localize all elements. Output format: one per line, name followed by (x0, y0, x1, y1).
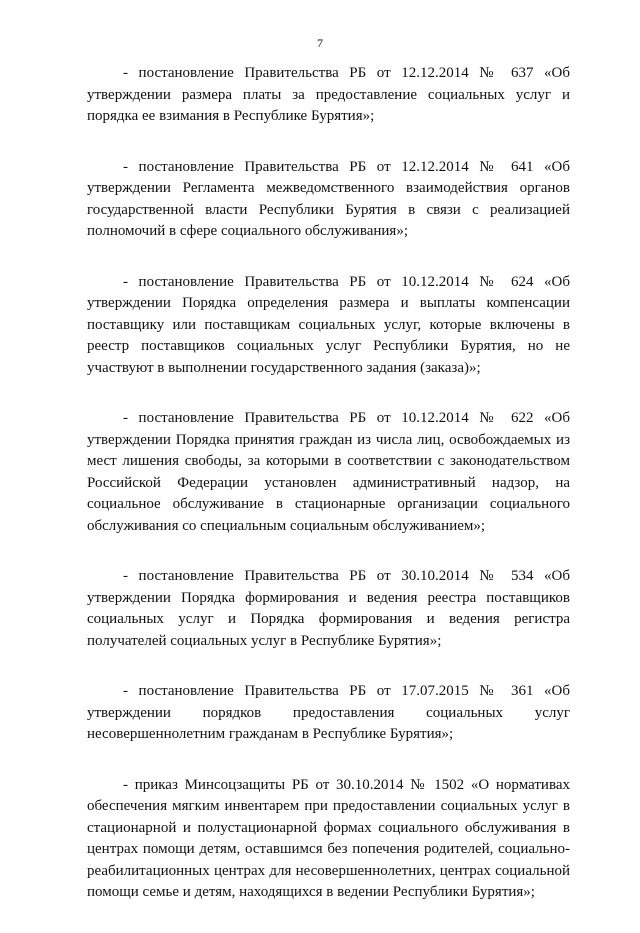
paragraph-line: утверждении Порядка принятия граждан из числа лиц, освобождаемых из (87, 431, 570, 448)
paragraph-line: получателей социальных услуг в Республике Бурятия»; (87, 632, 442, 649)
paragraph-line: обслуживания со специальным социальным обслуживанием»; (87, 517, 486, 534)
paragraph-line: государственной власти Республики Бурятия в связи с реализацией (87, 201, 570, 218)
paragraph-line: утверждении Порядка определения размера и выплаты компенсации (87, 295, 570, 311)
paragraph-line: центрах помощи детям, оставшимся без попечения родителей, социально- (87, 841, 570, 857)
paragraph-line: - постановление Правительства РБ от 12.12.2014 № 641 «Об (123, 158, 570, 175)
paragraph-line: утверждении Порядка формирования и ведения реестра поставщиков (87, 589, 570, 606)
paragraph-line: поставщику или поставщикам социальных услуг, которые включены в (87, 316, 570, 333)
paragraph-regulation-622 (87, 408, 570, 537)
paragraph-line: - постановление Правительства РБ от 17.07.2015 № 361 «Об (123, 683, 570, 699)
paragraph-line: - постановление Правительства РБ от 12.12.2014 № 637 «Об (123, 65, 570, 81)
paragraph-line: реабилитационных центрах для несовершеннолетних, центрах социальной (87, 862, 570, 879)
paragraph-line: Российской Федерации установлен административный надзор, на (87, 474, 570, 491)
page-number: 7 (317, 36, 323, 50)
paragraph-line: - постановление Правительства РБ от 10.12.2014 № 624 «Об (123, 273, 570, 290)
paragraph-line: мест лишения свободы, за которыми в соответствии с законодательством (87, 453, 570, 469)
paragraph-regulation-361 (87, 681, 570, 746)
paragraph-line: порядка ее взимания в Республике Бурятия»; (87, 108, 375, 124)
paragraph-line: обеспечения мягким инвентарем при предоставлении социальных услуг в (87, 798, 570, 814)
paragraph-regulation-637 (87, 63, 570, 128)
paragraph-regulation-624 (87, 272, 570, 380)
paragraph-line: несовершеннолетним гражданам в Республике Бурятия»; (87, 726, 454, 742)
document-body (87, 63, 570, 933)
paragraph-line: полномочий в сфере социального обслуживания»; (87, 223, 408, 239)
paragraph-line: утверждении порядков предоставления социальных услуг (87, 704, 570, 721)
paragraph-line: - постановление Правительства РБ от 10.12.2014 № 622 «Об (123, 410, 570, 426)
paragraph-line: реестр поставщиков социальных услуг Республики Бурятия, но не (87, 338, 570, 354)
paragraph-line: - приказ Минсоцзащиты РБ от 30.10.2014 № 1502 «О нормативах (123, 776, 570, 793)
paragraph-line: стационарной и полустационарной формах социального обслуживания в (87, 819, 570, 836)
paragraph-line: утверждении Регламента межведомственного взаимодействия органов (87, 180, 570, 196)
paragraph-regulation-641 (87, 157, 570, 243)
paragraph-line: социальных услуг и Порядка формирования и ведения регистра (87, 611, 570, 627)
paragraph-regulation-534 (87, 566, 570, 652)
paragraph-order-1502 (87, 775, 570, 904)
paragraph-line: утверждении размера платы за предоставление социальных услуг и (87, 86, 570, 103)
paragraph-line: - постановление Правительства РБ от 30.10.2014 № 534 «Об (123, 568, 570, 584)
paragraph-line: социальное обслуживание в стационарные организации социального (87, 496, 570, 512)
paragraph-line: помощи семье и детям, находящихся в ведении Республики Бурятия»; (87, 884, 535, 900)
paragraph-line: участвуют в выполнении государственного задания (заказа)»; (87, 359, 481, 376)
